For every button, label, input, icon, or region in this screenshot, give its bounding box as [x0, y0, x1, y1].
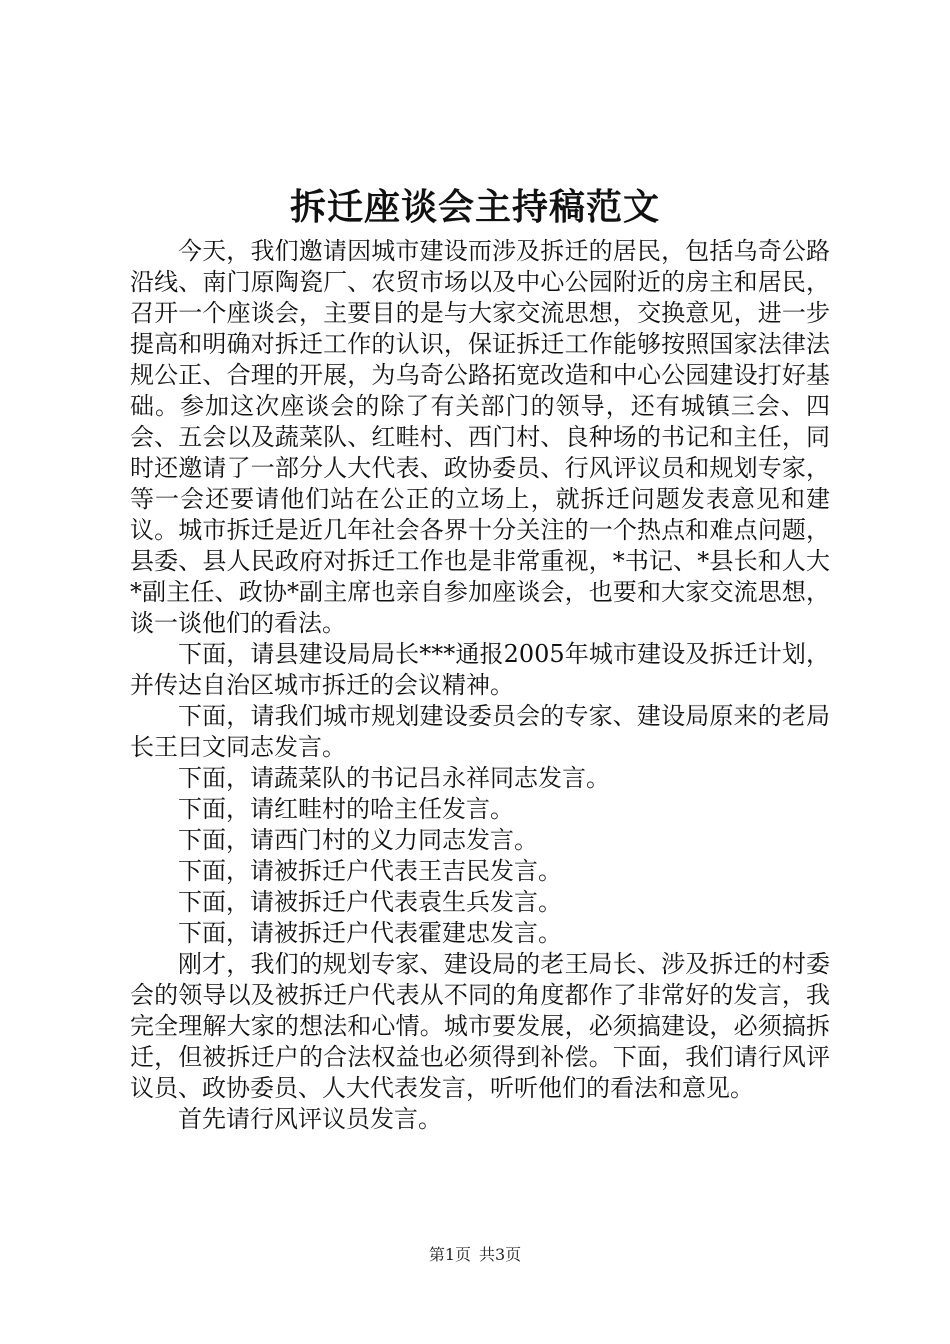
document-body — [130, 236, 830, 1135]
document-title: 拆迁座谈会主持稿范文 — [289, 186, 660, 228]
paragraph-speaker-6: 下面，请被拆迁户代表王吉民发言。 — [178, 857, 562, 885]
paragraph-speaker-1: 下面，请县建设局局长***通报2005年城市建设及拆迁计划，并传达自治区城市拆迁的会议精神。 — [130, 640, 830, 699]
paragraph-speaker-4: 下面，请红畦村的哈主任发言。 — [178, 795, 514, 823]
paragraph-speaker-2: 下面，请我们城市规划建设委员会的专家、建设局原来的老局长王曰文同志发言。 — [130, 702, 830, 761]
paragraph-speaker-3: 下面，请蔬菜队的书记吕永祥同志发言。 — [178, 764, 610, 792]
page-number: 第1页 — [428, 1245, 471, 1264]
paragraph-closing: 首先请行风评议员发言。 — [178, 1105, 442, 1133]
paragraph-speaker-5: 下面，请西门村的义力同志发言。 — [178, 826, 538, 854]
paragraph-summary: 刚才，我们的规划专家、建设局的老王局长、涉及拆迁的村委会的领导以及被拆迁户代表从不同的角度都作了非常好的发言，我完全理解大家的想法和心情。城市要发展，必须搞建设，必须搞拆迁，但被拆迁户的合法权益也必须得到补偿。下面，我们请行风评议员、政协委员、人大代表发言，听听他们的看法和意见。 — [130, 950, 830, 1102]
paragraph-speaker-8: 下面，请被拆迁户代表霍建忠发言。 — [178, 919, 562, 947]
paragraph-speaker-7: 下面，请被拆迁户代表袁生兵发言。 — [178, 888, 562, 916]
paragraph-intro: 今天，我们邀请因城市建设而涉及拆迁的居民，包括乌奇公路沿线、南门原陶瓷厂、农贸市场以及中心公园附近的房主和居民，召开一个座谈会，主要目的是与大家交流思想，交换意见，进一步提高和明确对拆迁工作的认识，保证拆迁工作能够按照国家法律法规公正、合理的开展，为乌奇公路拓宽改造和中心公园建设打好基础。参加这次座谈会的除了有关部门的领导，还有城镇三会、四会、五会以及蔬菜队、红畦村、西门村、良种场的书记和主任，同时还邀请了一部分人大代表、政协委员、行风评议员和规划专家，等一会还要请他们站在公正的立场上，就拆迁问题发表意见和建议。城市拆迁是近几年社会各界十分关注的一个热点和难点问题，县委、县人民政府对拆迁工作也是非常重视，*书记、*县长和人大*副主任、政协*副主席也亲自参加座谈会，也要和大家交流思想，谈一谈他们的看法。 — [130, 237, 830, 637]
page-total: 共3页 — [479, 1245, 522, 1264]
page-footer — [0, 1244, 950, 1266]
